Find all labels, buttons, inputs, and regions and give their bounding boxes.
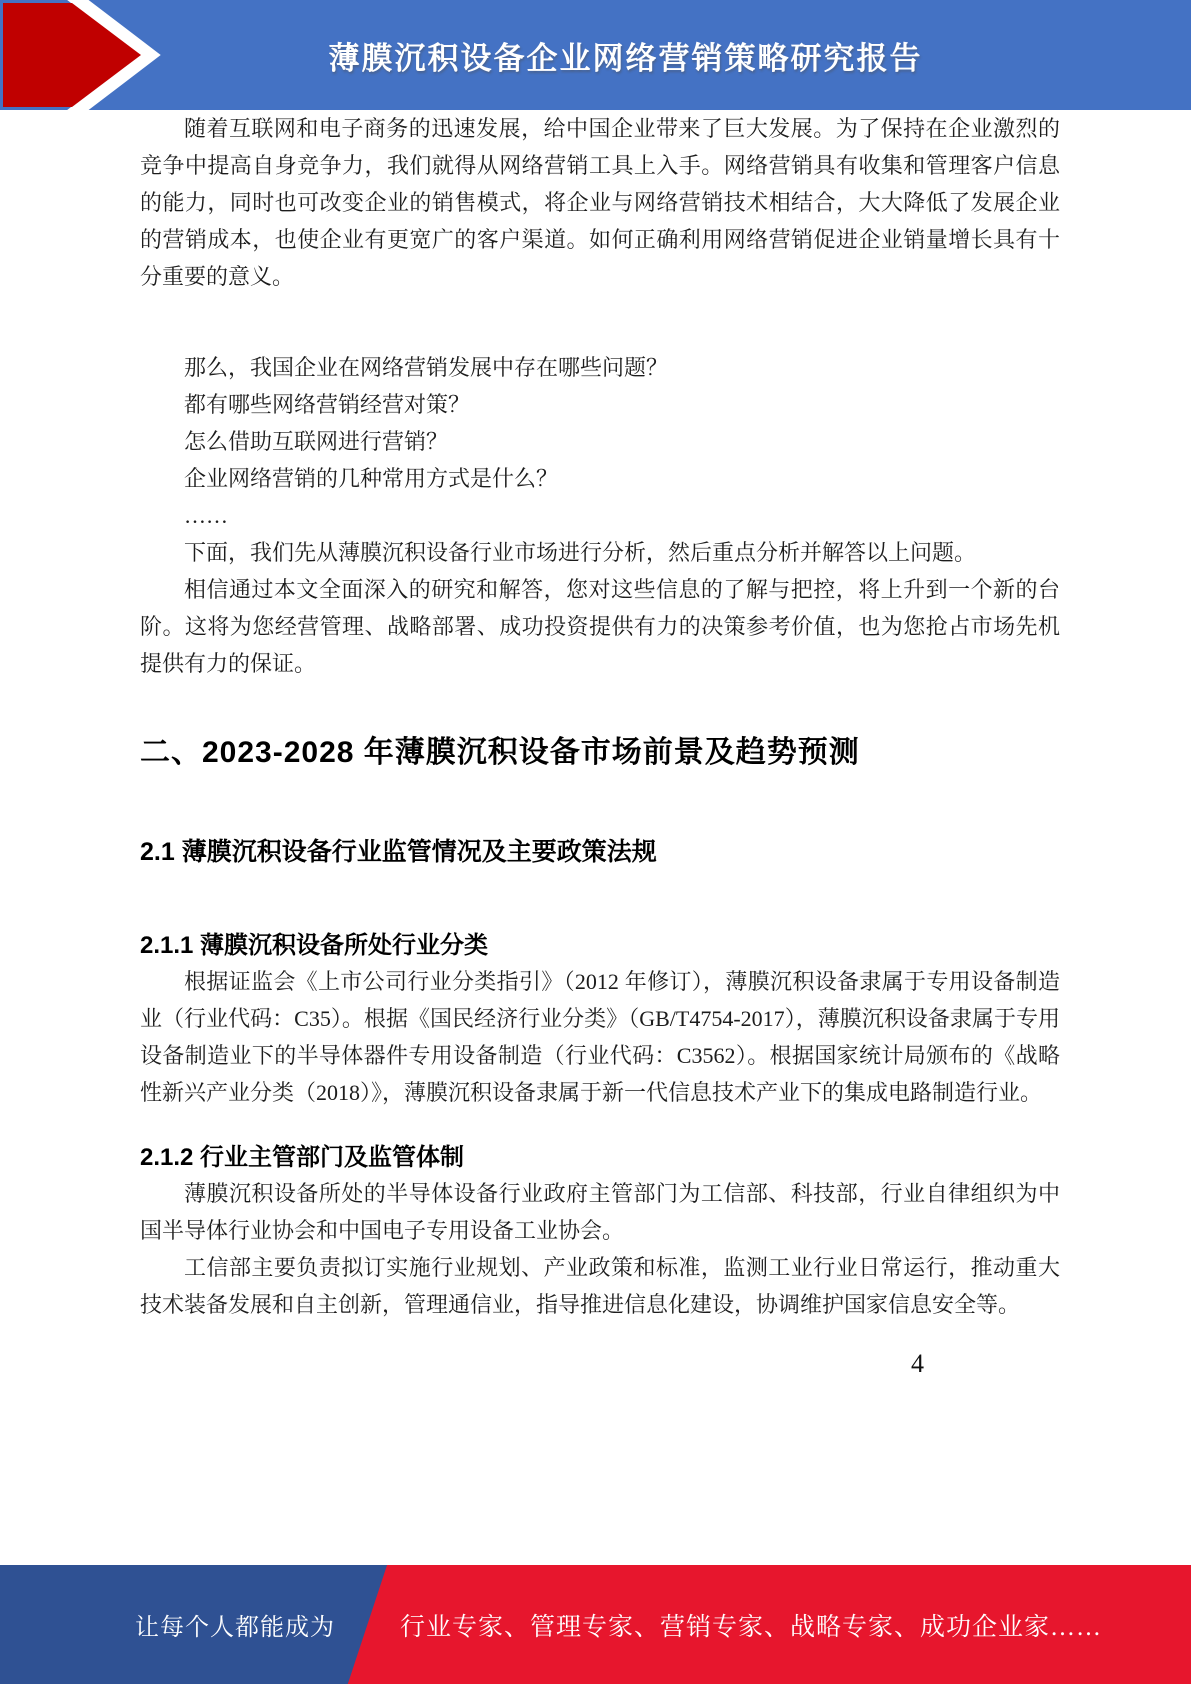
question-item: 都有哪些网络营销经营对策？: [184, 392, 471, 417]
footer-slogan-left: 让每个人都能成为: [135, 1615, 335, 1641]
section-2-1-2-heading: 2.1.2 行业主管部门及监管体制: [140, 1144, 465, 1171]
section-2-1-heading: 2.1 薄膜沉积设备行业监管情况及主要政策法规: [140, 838, 657, 866]
section-2-1-2-paragraph-2: 工信部主要负责拟订实施行业规划、产业政策和标准，监测工业行业日常运行，推动重大技术装备发展和自主创新，管理通信业，指导推进信息化建设，协调维护国家信息安全等。: [140, 1255, 1060, 1317]
question-item: 企业网络营销的几种常用方式是什么？: [184, 466, 559, 491]
page-header: [0, 0, 1191, 110]
promise-paragraph: 相信通过本文全面深入的研究和解答，您对这些信息的了解与把控，将上升到一个新的台阶。这将为您经营管理、战略部署、成功投资提供有力的决策参考价值，也为您抢占市场先机提供有力的保证。: [140, 577, 1060, 676]
question-item: 那么，我国企业在网络营销发展中存在哪些问题？: [184, 355, 669, 380]
ellipsis-line: ……: [184, 503, 228, 528]
footer-slogan-right: 行业专家、管理专家、营销专家、战略专家、成功企业家……: [400, 1613, 1103, 1641]
page-body: [0, 110, 1191, 1381]
page-footer: [0, 1565, 1191, 1684]
section-2-1-1-heading: 2.1.1 薄膜沉积设备所处行业分类: [140, 932, 489, 959]
page-number: 4: [911, 1349, 924, 1378]
section-2-1-1-paragraph: 根据证监会《上市公司行业分类指引》（2012 年修订），薄膜沉积设备隶属于专用设备制造业（行业代码：C35）。根据《国民经济行业分类》（GB/T4754-2017），薄膜沉积设备隶属于专用设备制造业下的半导体器件专用设备制造（行业代码：C3562）。根据国家统计局颁布的《战略性新兴产业分类（2018）》，薄膜沉积设备隶属于新一代信息技术产业下的集成电路制造行业。: [140, 969, 1060, 1105]
question-item: 怎么借助互联网进行营销？: [184, 429, 449, 454]
section-2-heading: 二、2023-2028 年薄膜沉积设备市场前景及趋势预测: [140, 736, 860, 769]
red-arrow-icon: [0, 0, 222, 110]
intro-paragraph: 随着互联网和电子商务的迅速发展，给中国企业带来了巨大发展。为了保持在企业激烈的竞争中提高自身竞争力，我们就得从网络营销工具上入手。网络营销具有收集和管理客户信息的能力，同时也可改变企业的销售模式，将企业与网络营销技术相结合，大大降低了发展企业的营销成本，也使企业有更宽广的客户渠道。如何正确利用网络营销促进企业销量增长具有十分重要的意义。: [140, 116, 1060, 289]
question-list: [140, 349, 1060, 534]
report-title: 薄膜沉积设备企业网络营销策略研究报告: [328, 40, 923, 76]
lead-paragraph: 下面，我们先从薄膜沉积设备行业市场进行分析，然后重点分析并解答以上问题。: [184, 540, 977, 565]
section-2-1-2-paragraph-1: 薄膜沉积设备所处的半导体设备行业政府主管部门为工信部、科技部，行业自律组织为中国半导体行业协会和中国电子专用设备工业协会。: [140, 1181, 1060, 1243]
